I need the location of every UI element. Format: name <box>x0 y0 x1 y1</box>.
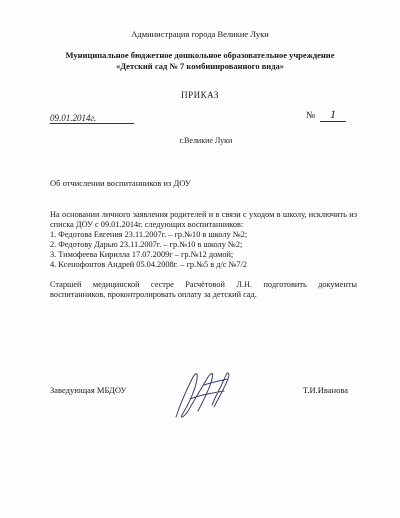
body-paragraph-2: Старшей медицинской сестре Расчётовой Л.Н. подготовить документы воспитанников, проконтролировать оплату за детский сад. <box>50 280 357 299</box>
order-number-label: № <box>306 111 316 121</box>
organization-name-line2: «Детский сад № 7 комбинированного вида» <box>115 61 284 71</box>
order-date: 09.01.2014г. <box>50 113 134 124</box>
handwritten-signature <box>168 365 238 425</box>
administration-title: Администрация города Великие Луки <box>131 29 269 39</box>
organization-name-line1: Муниципальное бюджетное дошкольное образовательное учреждение <box>65 50 335 60</box>
order-number: 1 <box>320 108 346 122</box>
signatory-role: Заведующая МБДОУ <box>50 385 127 395</box>
list-item: 2. Федотову Дарью 23.11.2007г. – гр.№10 в школу №2; <box>50 240 243 249</box>
body-paragraph-1: На основании личного заявления родителей и в связи с уходом в школу, исключить из списка ДОУ с 09.01.2014г. следующих воспитанников: <box>50 210 357 229</box>
list-item: 3. Тимофеева Кирилла 17.07.2009г – гр.№12 домой; <box>50 250 234 259</box>
city-line: г.Великие Луки <box>179 136 233 145</box>
list-item: 4. Ксенофонтов Андрей 05.04.2008г. – гр.№5 в д/с №7/2 <box>50 260 248 269</box>
order-subject: Об отчислении воспитанников из ДОУ <box>50 178 191 188</box>
pupil-list <box>50 230 360 270</box>
list-item: 1. Федотова Евгения 23.11.2007г. – гр.№10 в школу №2; <box>50 230 248 239</box>
order-title: ПРИКАЗ <box>181 90 219 100</box>
signatory-name: Т.И.Иванова <box>303 385 349 395</box>
